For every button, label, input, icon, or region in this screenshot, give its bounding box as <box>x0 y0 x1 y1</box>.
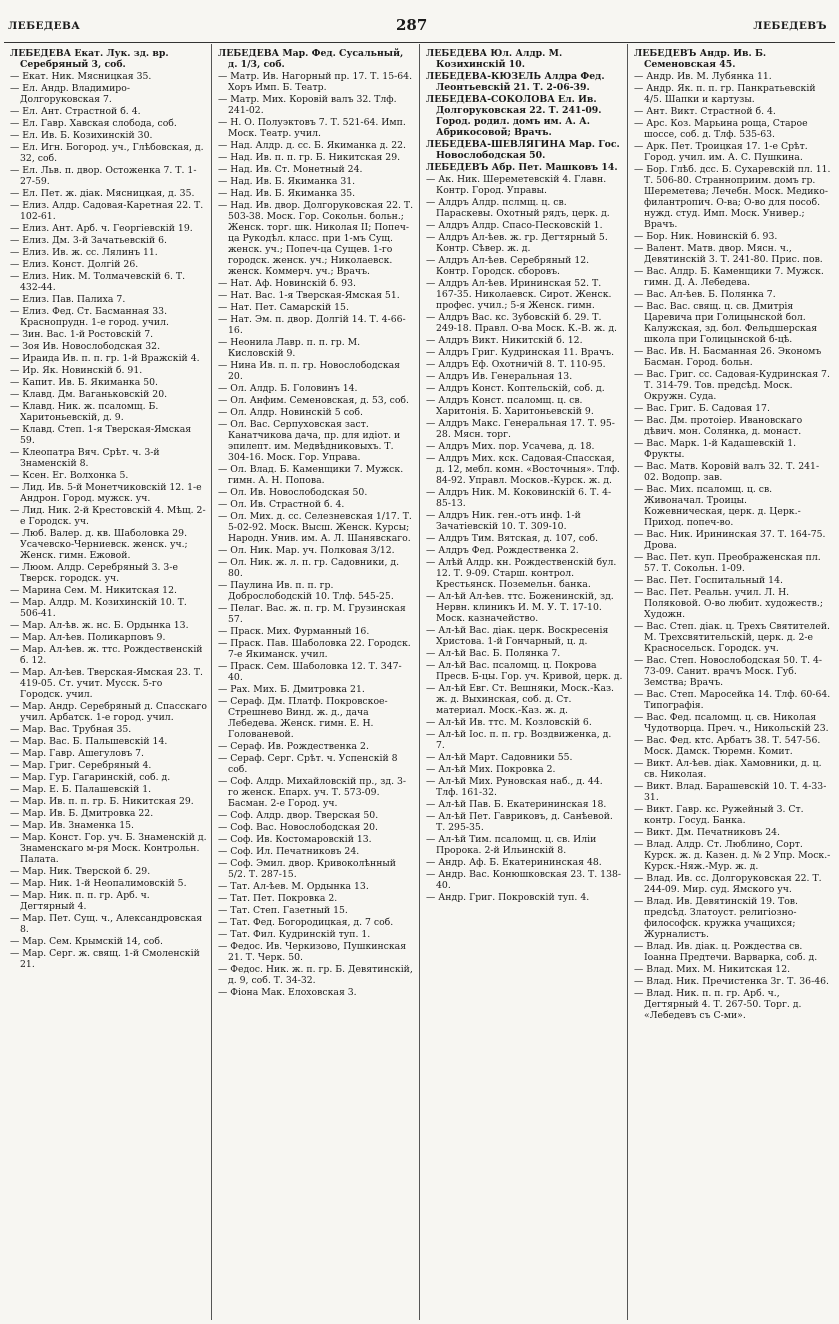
directory-entry: — Алдръ Ал-ѣев. Серебряный 12. Контр. Городск. сборовъ. <box>426 255 590 277</box>
directory-entry: — Капит. Ив. Б. Якиманка 50. <box>10 377 159 388</box>
entry-heading: ЛЕБЕДЕВА-ШЕВЛЯГИНА Мар. Гос. Новослободская 50. <box>426 139 620 161</box>
directory-entry: — Алдръ Конст. Коптельскій, соб. д. <box>426 383 605 394</box>
directory-entry: — Ал-ѣй Мих. Покровка 2. <box>426 764 556 775</box>
directory-entry: — Мар. Андр. Серебряный д. Спасскаго учил. Арбатск. 1-е город. учил. <box>10 701 207 723</box>
directory-entry: — Арс. Коз. Марьина роща, Старое шоссе, соб. д. Тлф. 535-63. <box>634 118 808 140</box>
column-3 <box>420 44 628 1320</box>
directory-entry: — Елиз. Алдр. Садовая-Каретная 22. Т. 102-61. <box>10 200 204 222</box>
directory-entry: — Над. Ив. двор. Долгоруковская 22. Т. 503-38. Моск. Гор. Сокольн. больн.; Женск. торг. шк. Николая II; Попеч-ца Рукодѣл. класс. при 1-мъ Сущ. женск. уч.; Попеч-ца Сущев. 1-го городск. женск. уч.; Николаевск. женск. Коммерч. уч.; Врачъ. <box>218 200 414 277</box>
directory-entry: — Вас. Григ. Б. Садовая 17. <box>634 403 770 414</box>
directory-entry: — Мар. Алдр. М. Козихинскій 10. Т. 506-41. <box>10 597 187 619</box>
directory-entry: — Ел. Пет. ж. діак. Мясницкая, д. 35. <box>10 188 195 199</box>
directory-entry: — Ол. Ник. ж. л. п. гр. Садовники, д. 80. <box>218 557 400 579</box>
directory-entry: — Праск. Сем. Шаболовка 12. Т. 347-40. <box>218 661 402 683</box>
directory-entry: — Мар. Гур. Гагаринскій, соб. д. <box>10 772 171 783</box>
directory-entry: — Мар. Ив. Знаменка 15. <box>10 820 134 831</box>
directory-entry: — Влад. Ив. діак. ц. Рождества св. Іоанна Предтечи. Варварка, соб. д. <box>634 941 818 963</box>
directory-entry: — Зоя Ив. Новослободская 32. <box>10 341 161 352</box>
directory-entry: — Вас. Дм. протоіер. Ивановскаго дѣвич. мон. Солянка, д. монаст. <box>634 415 803 437</box>
directory-entry: — Ал-ѣй Тим. псаломщ. ц. св. Иліи Пророка. 2-й Ильинскій 8. <box>426 834 597 856</box>
directory-entry: — Ал-ѣй Ив. ттс. М. Козловскій 6. <box>426 717 592 728</box>
directory-entry: — Елиз. Ник. М. Толмачевскій 6. Т. 432-44. <box>10 271 186 293</box>
directory-entry: — Ант. Викт. Страстной б. 4. <box>634 106 776 117</box>
directory-entry: — Сераф. Ив. Рождественка 2. <box>218 741 369 752</box>
directory-entry: — Елиз. Ив. ж. сс. Лялинъ 11. <box>10 247 158 258</box>
entry-heading: ЛЕБЕДЕВА Юл. Алдр. М. Козихинскій 10. <box>426 48 563 70</box>
directory-entry: — Викт. Гавр. кс. Ружейный 3. Ст. контр. Госуд. Банка. <box>634 804 804 826</box>
directory-entry: — Клавд. Дм. Ваганьковскій 20. <box>10 389 168 400</box>
directory-entry: — Мар. Ал-ѣев. Поликарповъ 9. <box>10 632 166 643</box>
directory-entry: — Алдръ Ив. Генеральная 13. <box>426 371 573 382</box>
directory-entry: — Неонила Лавр. п. п. гр. М. Кисловскій 9. <box>218 337 361 359</box>
directory-entry: — Фіона Мак. Елоховская 3. <box>218 987 357 998</box>
directory-entry: — Ел. Гавр. Хавская слобода, соб. <box>10 118 177 129</box>
directory-entry: — Вас. Фед. псаломщ. ц. св. Николая Чудотворца. Преч. ч., Никольскій 23. <box>634 712 829 734</box>
directory-entry: — Екат. Ник. Мясницкая 35. <box>10 71 152 82</box>
directory-entry: — Над. Ив. п. п. гр. Б. Никитская 29. <box>218 152 401 163</box>
directory-entry: — Люб. Валер. д. кв. Шаболовка 29. Усачевско-Черниевск. женск. уч.; Женск. гимн. Ежовой. <box>10 528 188 561</box>
directory-entry: — Валент. Матв. двор. Мясн. ч., Девятинскій 3. Т. 241-80. Прис. пов. <box>634 243 823 265</box>
directory-entry: — Алдръ Ник. М. Коковинскій 6. Т. 4-85-13. <box>426 487 612 509</box>
directory-entry: — Викт. Влад. Барашевскій 10. Т. 4-33-31. <box>634 781 827 803</box>
directory-entry: — Ол. Ив. Страстной б. 4. <box>218 499 345 510</box>
directory-entry: — Праск. Мих. Фурманный 16. <box>218 626 370 637</box>
entry-heading: ЛЕБЕДЕВА Екат. Лук. зд. вр. Серебряный 3, соб. <box>10 48 169 70</box>
directory-entry: — Вас. Степ. Маросейка 14. Тлф. 60-64. Типографія. <box>634 689 831 711</box>
directory-entry: — Елиз. Фед. Ст. Басманная 33. Краснопрудн. 1-е город. учил. <box>10 306 169 328</box>
directory-entry: — Мар. Гавр. Ашегуловъ 7. <box>10 748 144 759</box>
directory-entry: — Праск. Пав. Шаболовка 22. Городск. 7-е Якиманск. учил. <box>218 638 411 660</box>
directory-entry: — Андр. Аф. Б. Екатерининская 48. <box>426 857 602 868</box>
directory-entry: — Бор. Глѣб. дсс. Б. Сухаревскій пл. 11. Т. 506-80. Странноприим. домъ гр. Шереметева; Лечебн. Моск. Медико-филантропич. О-ва; О-во для пособ. нужд. студ. Имп. Моск. Универ.; Врачъ. <box>634 164 831 230</box>
directory-entry: — Федос. Ив. Черкизово, Пушкинская 21. Т. Черк. 50. <box>218 941 407 963</box>
directory-entry: — Влад. Ник. п. п. гр. Арб. ч., Дегтярный 4. Т. 267-50. Торг. д. «Лебедевъ съ С-ми». <box>634 988 802 1021</box>
directory-entry: — Соф. Эмил. двор. Кривоколѣнный 5/2. Т. 287-15. <box>218 858 397 880</box>
directory-entry: — Сераф. Серг. Срѣт. ч. Успенскій 8 соб. <box>218 753 398 775</box>
directory-entry: — Ал-ѣй Вас. псаломщ. ц. Покрова Пресв. Б-цы. Гор. уч. Кривой, церк. д. <box>426 660 623 682</box>
directory-entry: — Нат. Эм. п. двор. Долгій 14. Т. 4-66-16. <box>218 314 406 336</box>
directory-entry: — Алдръ Еф. Охотничій 8. Т. 110-95. <box>426 359 606 370</box>
directory-entry: — Алдръ Григ. Кудринская 11. Врачъ. <box>426 347 615 358</box>
directory-entry: — Соф. Алдр. Михайловскій пр., зд. 3-го женск. Епарх. уч. Т. 573-09. Басман. 2-е Город. уч. <box>218 776 407 809</box>
directory-entry: — Пелаг. Вас. ж. п. гр. М. Грузинская 57. <box>218 603 406 625</box>
directory-entry: — Ксен. Ег. Волхонка 5. <box>10 470 129 481</box>
directory-entry: — Алдръ Макс. Генеральная 17. Т. 95-28. Мясн. торг. <box>426 418 615 440</box>
directory-entry: — Ал-ѣй Март. Садовники 55. <box>426 752 573 763</box>
directory-entry: — Вас. Степ. Новослободская 50. Т. 4-73-09. Санит. врачъ Моск. Губ. Земства; Врачъ. <box>634 655 823 688</box>
directory-entry: — Вас. Мих. псаломщ. ц. св. Живоначал. Троицы. Кожевническая, церк. д. Церк.-Приход. попеч-во. <box>634 484 801 528</box>
directory-entry: — Над. Ив. Б. Якиманка 35. <box>218 188 356 199</box>
directory-entry: — Алдръ Ник. ген.-отъ инф. 1-й Зачатіевскій 10. Т. 309-10. <box>426 510 581 532</box>
directory-entry: — Сераф. Дм. Платф. Покровское-Стрешнево Винд. ж. д., дача Лебедева. Женск. гимн. Е. Н. Голованевой. <box>218 696 388 740</box>
directory-entry: — Ал-ѣй Вас. діак. церк. Воскресенія Христова. 1-й Гончарный, ц. д. <box>426 625 609 647</box>
directory-entry: — Влад. Алдр. Ст. Люблино, Сорт. Курск. ж. д. Казен. д. № 2 Упр. Моск.-Курск.-Няж.-Мур. ж. д. <box>634 839 831 872</box>
directory-entry: — Мар. Пет. Сущ. ч., Александровская 8. <box>10 913 203 935</box>
directory-entry: — Нат. Аф. Новинскій б. 93. <box>218 278 356 289</box>
directory-entry: — Алдръ Конст. псаломщ. ц. св. Харитонія. Б. Харитоньевскій 9. <box>426 395 594 417</box>
directory-entry: — Андр. Ив. М. Лубянка 11. <box>634 71 772 82</box>
directory-entry: — Марина Сем. М. Никитская 12. <box>10 585 177 596</box>
directory-entry: — Алдръ Викт. Никитскій б. 12. <box>426 335 583 346</box>
directory-entry: — Ираида Ив. п. п. гр. 1-й Вражскій 4. <box>10 353 200 364</box>
directory-entry: — Мар. Сем. Крымскій 14, соб. <box>10 936 163 947</box>
directory-entry: — Алдръ Алдр. пслмщ. ц. св. Параскевы. Охотный рядъ, церк. д. <box>426 197 610 219</box>
directory-entry: — Клавд. Степ. 1-я Тверская-Ямская 59. <box>10 424 192 446</box>
directory-entry: — Ел. Ив. Б. Козихинскій 30. <box>10 130 153 141</box>
directory-entry: — Ол. Анфим. Семеновская, д. 53, соб. <box>218 395 409 406</box>
directory-entry: — Ел. Ант. Страстной б. 4. <box>10 106 141 117</box>
directory-entry: — Ол. Алдр. Новинскій 5 соб. <box>218 407 363 418</box>
directory-entry: — Влад. Мих. М. Никитская 12. <box>634 964 791 975</box>
directory-entry: — Вас. Григ. сс. Садовая-Кудринская 7. Т. 314-79. Тов. предсѣд. Моск. Окружн. Суда. <box>634 369 830 402</box>
directory-entry: — Вас. Алдр. Б. Каменщики 7. Мужск. гимн. Д. А. Лебедева. <box>634 266 824 288</box>
column-4 <box>628 44 835 1320</box>
directory-entry: — Тат. Степ. Газетный 15. <box>218 905 348 916</box>
entry-heading: ЛЕБЕДЕВЪ Абр. Пет. Машковъ 14. <box>426 162 618 173</box>
directory-entry: — Андр. Григ. Покровскій туп. 4. <box>426 892 590 903</box>
directory-entry: — Ел. Игн. Богород. уч., Глѣбовская, д. 32, соб. <box>10 142 204 164</box>
directory-entry: — Люом. Алдр. Серебряный 3. 3-е Тверск. городск. уч. <box>10 562 178 584</box>
entry-heading: ЛЕБЕДЕВА-СОКОЛОВА Ел. Ив. Долгоруковская 22. Т. 241-09. Город. родил. домъ им. А. А. Абрикосовой; Врачъ. <box>426 94 602 138</box>
directory-entry: — Мар. Ник. п. п. гр. Арб. ч. Дегтярный 4. <box>10 890 150 912</box>
directory-entry: — Ал-ѣй Мих. Руновская наб., д. 44. Тлф. 161-32. <box>426 776 603 798</box>
directory-entry: — Мар. Ал-ѣв. ж. нс. Б. Ордынка 13. <box>10 620 189 631</box>
directory-entry: — Над. Ив. Ст. Монетный 24. <box>218 164 363 175</box>
directory-entry: — Лид. Ив. 5-й Монетчиковскій 12. 1-е Андрон. Город. мужск. уч. <box>10 482 202 504</box>
directory-entry: — Ал-ѣй Ал-ѣев. ттс. Боженинскій, зд. Нервн. клиникъ И. М. У. Т. 17-10. Моск. казначейство. <box>426 591 614 624</box>
directory-entry: — Вас. Пет. Реальн. учил. Л. Н. Поляковой. О-во любит. художеств.; Художн. <box>634 587 823 620</box>
directory-entry: — Рах. Мих. Б. Дмитровка 21. <box>218 684 365 695</box>
running-head-left: ЛЕБЕДЕВА <box>8 20 81 32</box>
directory-entry: — Вас. Ник. Ирининская 37. Т. 164-75. Дрова. <box>634 529 826 551</box>
directory-entry: — Мар. Вас. Б. Пальшевскій 14. <box>10 736 168 747</box>
directory-entry: — Ол. Влад. Б. Каменщики 7. Мужск. гимн. А. Н. Попова. <box>218 464 404 486</box>
directory-entry: — Влад. Ник. Пречистенка 3г. Т. 36-46. <box>634 976 830 987</box>
directory-entry: — Тат. Ал-ѣев. М. Ордынка 13. <box>218 881 369 892</box>
directory-entry: — Елиз. Ант. Арб. ч. Георгіевскій 19. <box>10 223 193 234</box>
directory-entry: — Вас. Степ. діак. ц. Трехъ Святителей. М. Трехсвятительскій, церк. д. 2-е Красносельск. Городск. уч. <box>634 621 830 654</box>
directory-entry: — Алдръ Мих. кск. Садовая-Спасская, д. 12, мебл. комн. «Восточныя». Тлф. 84-92. Управл. Москов.-Курск. ж. д. <box>426 453 620 486</box>
directory-entry: — Соф. Алдр. двор. Тверская 50. <box>218 810 379 821</box>
directory-entry: — Вас. Фед. ктс. Арбатъ 38. Т. 547-56. Моск. Дамск. Тюремн. Комит. <box>634 735 821 757</box>
directory-entry: — Ал-ѣй Іос. п. п. гр. Воздвиженка, д. 7. <box>426 729 612 751</box>
directory-entry: — Мар. Вас. Трубная 35. <box>10 724 132 735</box>
directory-entry: — Клавд. Ник. ж. псаломщ. Б. Харитоньевскій, д. 9. <box>10 401 159 423</box>
entry-heading: ЛЕБЕДЕВА-КЮЗЕЛЬ Алдра Фед. Леонтьевскій 21. Т. 2-06-39. <box>426 71 605 93</box>
directory-entry: — Вас. Ив. Н. Басманная 26. Экономъ Басман. Город. больн. <box>634 346 822 368</box>
directory-entry: — Алдръ Мих. пор. Усачева, д. 18. <box>426 441 595 452</box>
directory-entry: — Клеопатра Вяч. Срѣт. ч. 3-й Знаменскій 8. <box>10 447 160 469</box>
directory-entry: — Викт. Ал-ѣев. діак. Хамовники, д. ц. св. Николая. <box>634 758 822 780</box>
directory-entry: — Матр. Мих. Коровій валъ 32. Тлф. 241-02. <box>218 94 397 116</box>
directory-entry: — Ал-ѣй Вас. Б. Полянка 7. <box>426 648 561 659</box>
directory-entry: — Андр. Вас. Конюшковская 23. Т. 138-40. <box>426 869 622 891</box>
directory-entry: — Лид. Ник. 2-й Крестовскій 4. Мѣщ. 2-е Городск. уч. <box>10 505 206 527</box>
column-1 <box>4 44 212 1320</box>
directory-entry: — Алдръ Ал-ѣев. ж. гр. Дегтярный 5. Контр. Сѣвер. ж. д. <box>426 232 608 254</box>
column-2 <box>212 44 420 1320</box>
directory-entry: — Матр. Ив. Нагорный пр. 17. Т. 15-64. Хоръ Имп. Б. Театр. <box>218 71 413 93</box>
directory-entry: — Мар. Ал-ѣев. Тверская-Ямская 23. Т. 419-05. Ст. учит. Мусск. 5-го Городск. учил. <box>10 667 203 700</box>
directory-entry: — Паулина Ив. п. п. гр. Доброслободскій 10. Тлф. 545-25. <box>218 580 394 602</box>
directory-entry: — Вас. Матв. Коровій валъ 32. Т. 241-02. Водопр. зав. <box>634 461 820 483</box>
directory-entry: — Ол. Вас. Серпуховская заст. Канатчикова дача, пр. для идіот. и эпилепт. им. Медвѣдниковыхъ. Т. 304-16. Моск. Гор. Управа. <box>218 419 401 463</box>
directory-entry: — Ол. Алдр. Б. Головинъ 14. <box>218 383 358 394</box>
directory-entry: — Тат. Фед. Богородицкая, д. 7 соб. <box>218 917 394 928</box>
directory-entry: — Ел. Льв. п. двор. Остоженка 7. Т. 1-27-59. <box>10 165 197 187</box>
entry-heading: ЛЕБЕДЕВА Мар. Фед. Сусальный, д. 1/3, соб. <box>218 48 404 70</box>
directory-entry: — Арк. Пет. Троицкая 17. 1-е Срѣт. Город. учил. им. А. С. Пушкина. <box>634 141 808 163</box>
directory-entry: — Над. Ив. Б. Якиманка 31. <box>218 176 356 187</box>
running-head-right: ЛЕБЕДЕВЪ <box>753 20 827 32</box>
directory-entry: — Мар. Ник. Тверской б. 29. <box>10 866 151 877</box>
directory-entry: — Влад. Ив. сс. Долгоруковская 22. Т. 244-09. Мир. суд. Ямского уч. <box>634 873 822 895</box>
page-number: 287 <box>396 16 428 34</box>
directory-entry: — Н. О. Полуэктовъ 7. Т. 521-64. Имп. Моск. Театр. учил. <box>218 117 406 139</box>
directory-entry: — Тат. Фил. Кудринскій туп. 1. <box>218 929 371 940</box>
directory-entry: — Вас. Пет. куп. Преображенская пл. 57. Т. Сокольн. 1-09. <box>634 552 821 574</box>
directory-entry: — Нина Ив. п. п. гр. Новослободская 20. <box>218 360 401 382</box>
directory-entry: — Мар. Ив. Б. Дмитровка 22. <box>10 808 154 819</box>
directory-entry: — Елиз. Конст. Долгій 26. <box>10 259 139 270</box>
directory-entry: — Мар. Григ. Серебряный 4. <box>10 760 152 771</box>
directory-entry: — Над. Алдр. д. сс. Б. Якиманка д. 22. <box>218 140 406 151</box>
directory-entry: — Ал-ѣй Пет. Гавриковъ, д. Санѣевой. Т. 295-35. <box>426 811 613 833</box>
directory-entry: — Зин. Вас. 1-й Ростовскій 7. <box>10 329 154 340</box>
directory-entry: — Алдръ Вас. кс. Зубовскій б. 29. Т. 249-18. Правл. О-ва Моск. К.-В. ж. д. <box>426 312 617 334</box>
directory-entry: — Нат. Вас. 1-я Тверская-Ямская 51. <box>218 290 400 301</box>
directory-entry: — Алдръ Алдр. Спасо-Песковскій 1. <box>426 220 603 231</box>
directory-entry: — Ол. Мих. д. сс. Селезневская 1/17. Т. 5-02-92. Моск. Высш. Женск. Курсы; Народн. Унив. им. А. Л. Шанявскаго. <box>218 511 412 544</box>
directory-entry: — Елиз. Дм. 3-й Зачатьевскій 6. <box>10 235 168 246</box>
directory-entry: — Ол. Ив. Новослободская 50. <box>218 487 368 498</box>
directory-entry: — Вас. Вас. свящ. ц. св. Дмитрія Царевича при Голицынской бол. Калужская, зд. бол. Фельдшерская школа при Голицынской б-цѣ. <box>634 301 818 345</box>
directory-entry: — Алдръ Ал-ѣев. Ирининская 52. Т. 167-35. Николаевск. Сирот. Женск. профес. учил.; 5-я Женск. гимн. <box>426 278 612 311</box>
directory-entry: — Алдръ Фед. Рождественка 2. <box>426 545 579 556</box>
directory-entry: — Вас. Ал-ѣев. Б. Полянка 7. <box>634 289 776 300</box>
directory-entry: — Алдръ Тим. Вятская, д. 107, соб. <box>426 533 599 544</box>
directory-entry: — Ак. Ник. Шереметевскій 4. Главн. Контр. Город. Управы. <box>426 174 607 196</box>
directory-entry: — Мар. Ал-ѣев. ж. ттс. Рождественскій б. 12. <box>10 644 203 666</box>
directory-entry: — Ел. Андр. Владимиро-Долгоруковская 7. <box>10 83 130 105</box>
directory-entry: — Мар. Ник. 1-й Неопалимовскій 5. <box>10 878 187 889</box>
directory-entry: — Мар. Е. Б. Палашевскій 1. <box>10 784 152 795</box>
page-header <box>8 6 831 38</box>
directory-entry: — Бор. Ник. Новинскій б. 93. <box>634 231 778 242</box>
directory-entry: — Елиз. Пав. Палиха 7. <box>10 294 126 305</box>
directory-entry: — Вас. Марк. 1-й Кадашевскій 1. Фрукты. <box>634 438 797 460</box>
directory-entry: — Тат. Пет. Покровка 2. <box>218 893 338 904</box>
directory-entry: — Влад. Ив. Девятинскій 19. Тов. предсѣд. Златоуст. религіозно-философск. кружка учащихся; Журналистъ. <box>634 896 798 940</box>
directory-entry: — Нат. Пет. Самарскій 15. <box>218 302 349 313</box>
directory-entry: — Ал-ѣй Евг. Ст. Вешняки, Моск.-Каз. ж. д. Выхинская, соб. д. Ст. материал. Моск.-Каз. ж. д. <box>426 683 615 716</box>
directory-entry: — Викт. Дм. Печатниковъ 24. <box>634 827 780 838</box>
directory-entry: — Алѣй Алдр. кн. Рождественскій бул. 12. Т. 9-09. Старш. контрол. Крестьянск. Поземельн. банка. <box>426 557 617 590</box>
directory-entry: — Андр. Як. п. п. гр. Панкратьевскій 4/5. Шапки и картузы. <box>634 83 816 105</box>
directory-entry: — Федос. Ник. ж. п. гр. Б. Девятинскій, д. 9, соб. Т. 34-32. <box>218 964 413 986</box>
directory-entry: — Ир. Як. Новинскій б. 91. <box>10 365 143 376</box>
directory-entry: — Ал-ѣй Пав. Б. Екатерининская 18. <box>426 799 607 810</box>
directory-entry: — Мар. Серг. ж. свящ. 1-й Смоленскій 21. <box>10 948 200 970</box>
directory-entry: — Соф. Ив. Костомаровскій 13. <box>218 834 372 845</box>
columns <box>4 44 835 1320</box>
directory-entry: — Ол. Ник. Мар. уч. Полковая 3/12. <box>218 545 395 556</box>
entry-heading: ЛЕБЕДЕВЪ Андр. Ив. Б. Семеновская 45. <box>634 48 767 70</box>
directory-entry: — Мар. Ив. п. п. гр. Б. Никитская 29. <box>10 796 194 807</box>
directory-entry: — Вас. Пет. Госпитальный 14. <box>634 575 783 586</box>
directory-entry: — Соф. Ил. Печатниковъ 24. <box>218 846 360 857</box>
header-rule <box>4 42 835 43</box>
directory-entry: — Соф. Вас. Новослободская 20. <box>218 822 378 833</box>
directory-entry: — Мар. Конст. Гор. уч. Б. Знаменскій д. Знаменскаго м-ря Моск. Контрольн. Палата. <box>10 832 207 865</box>
